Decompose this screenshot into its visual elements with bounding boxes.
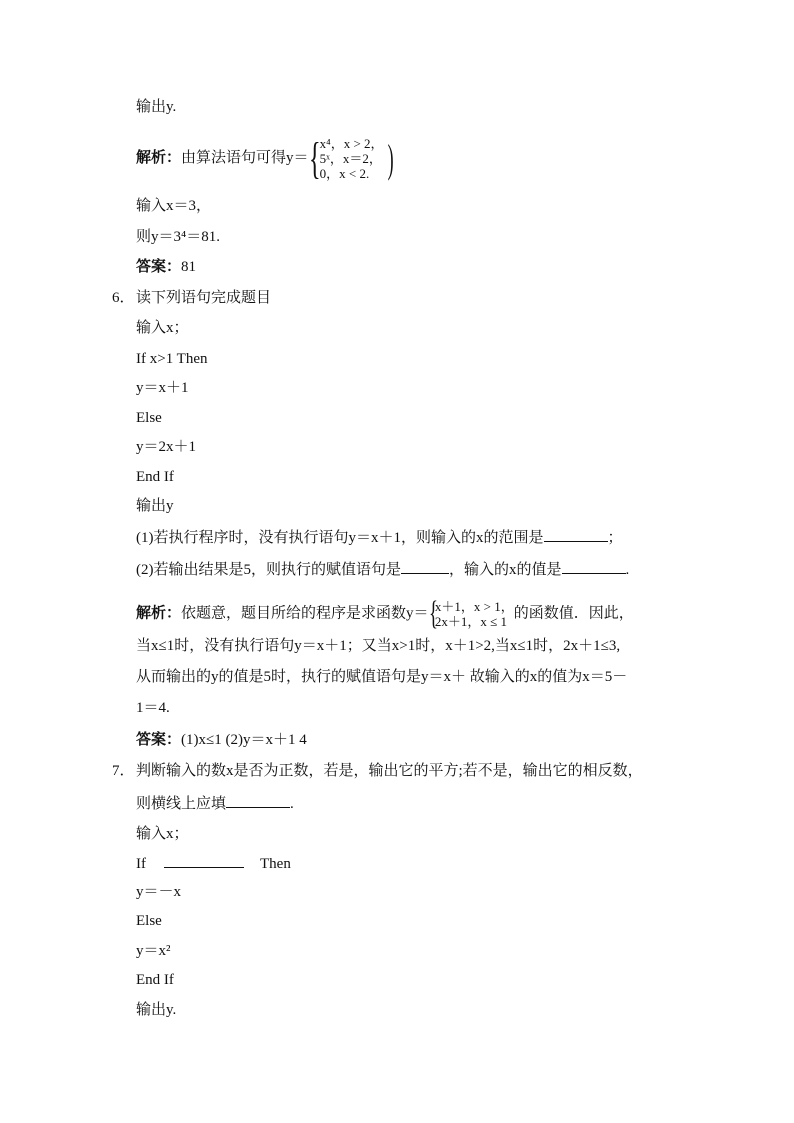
question-7-text: [136, 793, 294, 814]
code-line: End If: [136, 469, 174, 485]
code-line: 输入x；: [136, 826, 189, 842]
piecewise-function: [429, 597, 514, 631]
analysis-5: [136, 133, 397, 183]
code-line: 输出y: [136, 498, 174, 514]
part-2-mid: ，输入的x的值是: [449, 562, 562, 578]
answer-label: 答案：: [136, 259, 182, 275]
analysis-text: 由算法语句可得y＝: [181, 149, 309, 166]
code-line: Else: [136, 913, 162, 929]
question-7-text: 判断输入的数x是否为正数，若是，输出它的平方;若不是，输出它的相反数，: [136, 763, 643, 779]
code-line: 输入x；: [136, 320, 189, 336]
case-3: 0，x < 2.: [319, 166, 370, 181]
left-brace: {: [428, 595, 438, 632]
answer-blank: [401, 559, 449, 574]
analysis-text: 的函数值．因此，: [513, 605, 634, 622]
question-7-prompt: 则横线上应填: [136, 796, 227, 812]
input-line: 输入x＝3，: [136, 198, 212, 214]
case-1: x⁴，x > 2，: [319, 136, 384, 151]
cases: [435, 599, 514, 629]
analysis-6: [136, 597, 634, 631]
answer-6: [136, 730, 307, 750]
cases: [320, 136, 384, 181]
part-1-text: (1)若执行程序时，没有执行语句y＝x＋1，则输入的x的范围是: [136, 530, 544, 546]
answer-value: (1)x≤1 (2)y＝x＋1 4: [181, 732, 307, 748]
output-line: 输出y.: [136, 99, 177, 115]
answer-5: [136, 257, 196, 277]
code-line: y＝x²: [136, 943, 171, 959]
answer-value: 81: [181, 259, 197, 275]
part-2-end: .: [625, 562, 630, 578]
analysis-text: 依题意，题目所给的程序是求函数y＝: [181, 605, 429, 622]
answer-blank: [226, 793, 290, 808]
answer-blank: [544, 527, 608, 542]
answer-blank: [562, 559, 626, 574]
code-line: 输出y.: [136, 1002, 177, 1018]
analysis-label: 解析：: [136, 605, 182, 622]
piecewise-function: [308, 133, 397, 183]
code-line: y＝－x: [136, 884, 182, 900]
condition-blank: [164, 853, 244, 868]
question-6-part-1: [136, 527, 623, 548]
question-6-part-2: [136, 559, 629, 580]
question-6-title: 读下列语句完成题目: [136, 290, 272, 306]
case-2: 5ˣ，x＝2，: [319, 151, 382, 166]
code-line: y＝2x＋1: [136, 439, 197, 455]
part-1-end: ；: [607, 530, 623, 546]
left-brace: {: [308, 133, 321, 183]
code-line: y＝x＋1: [136, 380, 189, 396]
answer-label: 答案：: [136, 732, 182, 748]
analysis-line: 当x≤1时，没有执行语句y＝x＋1；又当x>1时，x＋1>2,当x≤1时，2x＋1≤3,: [136, 638, 621, 654]
then-keyword: Then: [260, 856, 291, 872]
right-brace: ): [387, 135, 394, 181]
analysis-line: 1＝4.: [136, 700, 170, 716]
question-6-number: 6．: [112, 290, 135, 306]
then-line: 则y＝3⁴＝81.: [136, 229, 220, 245]
code-line: Else: [136, 410, 162, 426]
question-7-end: .: [290, 796, 294, 812]
question-7-number: 7．: [112, 763, 135, 779]
if-keyword: If: [136, 856, 146, 872]
analysis-label: 解析：: [136, 149, 182, 166]
code-line-if: [136, 853, 291, 874]
code-line: If x>1 Then: [136, 351, 208, 367]
part-2-text: (2)若输出结果是5，则执行的赋值语句是: [136, 562, 401, 578]
code-line: End If: [136, 972, 174, 988]
case-1: x＋1，x > 1，: [434, 599, 514, 614]
analysis-line: 从而输出的y的值是5时，执行的赋值语句是y＝x＋ 故输入的x的值为x＝5－: [136, 669, 628, 685]
case-2: 2x＋1，x ≤ 1: [434, 614, 507, 629]
